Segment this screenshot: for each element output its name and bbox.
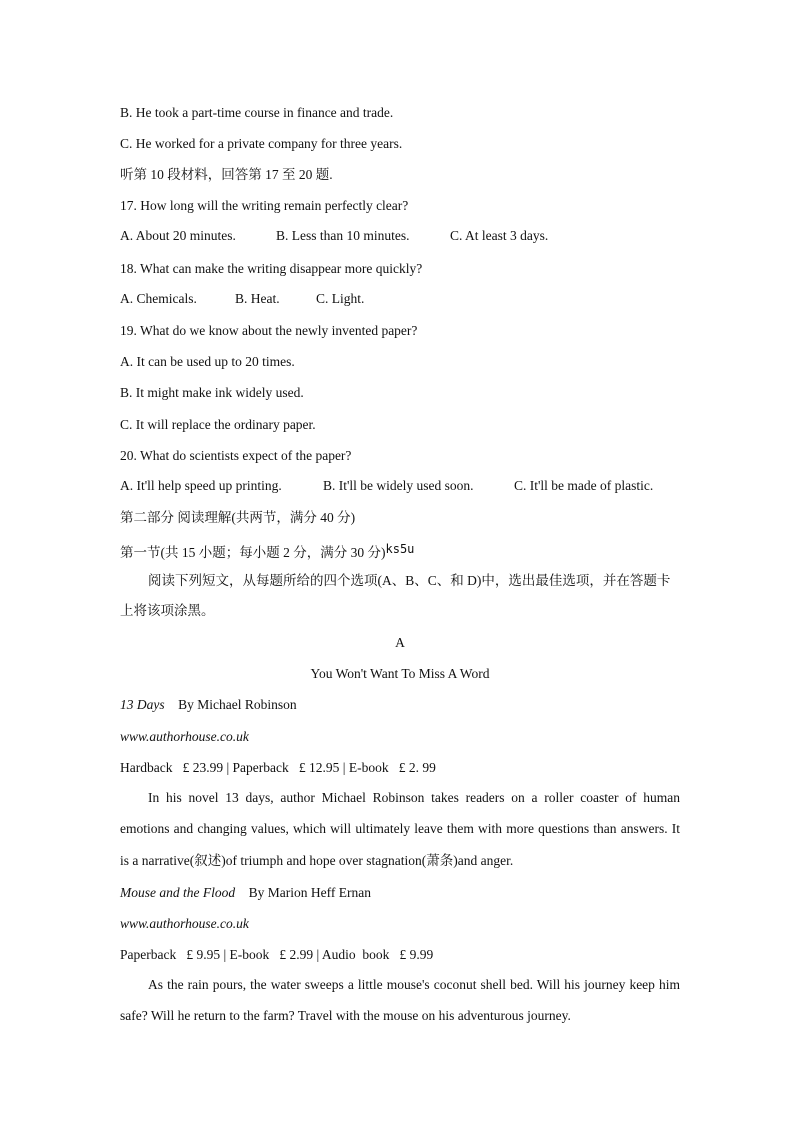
section1-mark: ks5u [385,542,415,556]
question-20-option-a: A. It'll help speed up printing. [120,478,282,493]
book-2-author: By Marion Heff Ernan [248,885,371,900]
book-2-url: www.authorhouse.co.uk [120,916,249,931]
question-18-option-a: A. Chemicals. [120,291,197,306]
book-1-description: In his novel 13 days, author Michael Robinson takes readers on a roller coaster of human emotions and changing values, which will ultimately leave them with more questions than answers. It is a narrative(叙述)of triumph and hope over stagnation(萧条)and anger. [120,790,680,868]
passage-title: You Won't Want To Miss A Word [310,666,490,681]
part2-heading: 第二部分 阅读理解(共两节，满分 40 分) [120,510,356,525]
question-20-option-c: C. It'll be made of plastic. [514,478,654,493]
section1-heading [120,540,414,562]
question-18-option-c: C. Light. [316,291,365,306]
question-20-stem: 20. What do scientists expect of the paper? [120,448,352,463]
question-19-option-c: C. It will replace the ordinary paper. [120,417,316,432]
question-19-option-b: B. It might make ink widely used. [120,385,304,400]
question-18-stem: 18. What can make the writing disappear more quickly? [120,261,423,276]
book-1-heading [120,696,297,714]
question-19-option-a: A. It can be used up to 20 times. [120,354,295,369]
reading-instruction: 阅读下列短文，从每题所给的四个选项(A、B、C、和 D)中，选出最佳选项，并在答题卡上将该项涂黑。 [120,573,671,618]
question-18-option-b: B. Heat. [235,291,280,306]
book-2-prices: Paperback £ 9.95 | E-book £ 2.99 | Audio book £ 9.99 [120,947,434,962]
book-1-prices: Hardback £ 23.99 | Paperback £ 12.95 | E-book £ 2. 99 [120,760,436,775]
book-2-title: Mouse and the Flood [120,885,236,900]
book-1-url: www.authorhouse.co.uk [120,729,249,744]
book-2-description: As the rain pours, the water sweeps a little mouse's coconut shell bed. Will his journey keep him safe? Will he return to the farm? Travel with the mouse on his adventurous journey. [120,977,680,1024]
book-1-author: By Michael Robinson [178,697,297,712]
book-1-title: 13 Days [120,697,165,712]
question-20-option-b: B. It'll be widely used soon. [323,478,474,493]
question-17-option-c: C. At least 3 days. [450,228,549,243]
prev-option-c: C. He worked for a private company for three years. [120,136,403,151]
prev-option-b: B. He took a part-time course in finance and trade. [120,105,394,120]
question-17-option-a: A. About 20 minutes. [120,228,236,243]
section10-instruction: 听第 10 段材料，回答第 17 至 20 题. [120,167,333,182]
book-2-heading [120,884,371,902]
question-17-option-b: B. Less than 10 minutes. [276,228,410,243]
section1-heading-text: 第一节(共 15 小题；每小题 2 分，满分 30 分) [120,545,386,560]
question-17-stem: 17. How long will the writing remain perfectly clear? [120,198,409,213]
question-19-stem: 19. What do we know about the newly invented paper? [120,323,418,338]
passage-letter: A [395,635,405,650]
